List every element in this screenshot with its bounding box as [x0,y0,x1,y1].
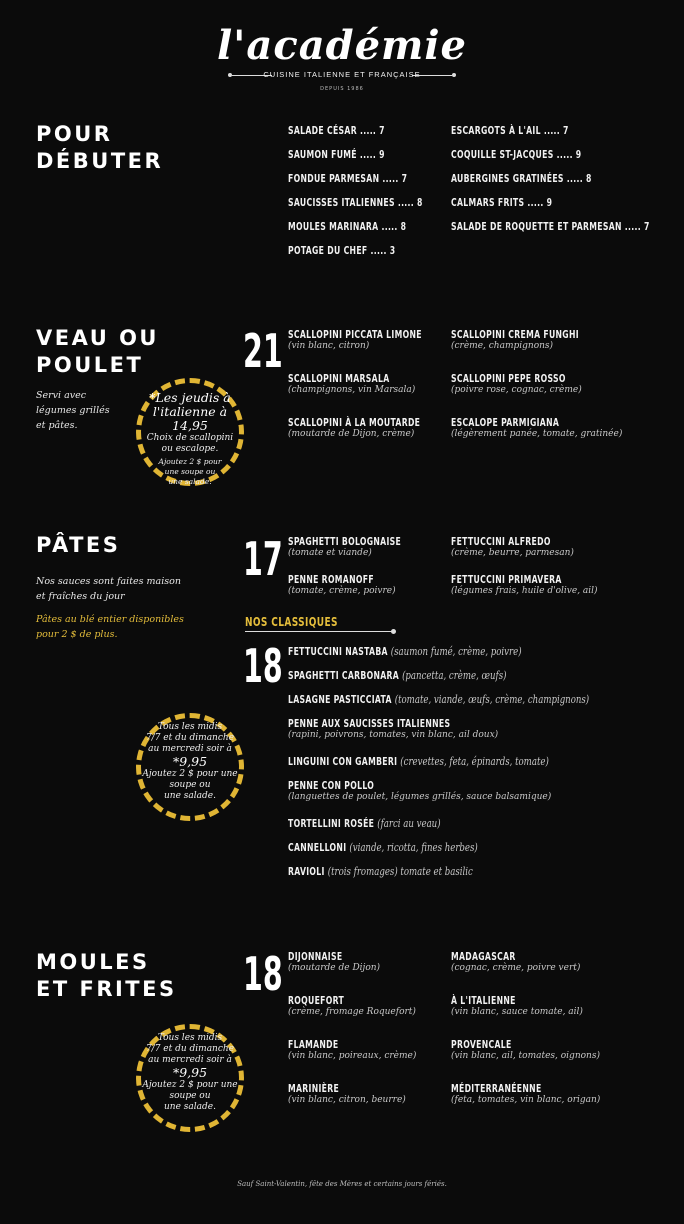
section-title-debuter: POUR DÉBUTER [36,122,164,173]
veau-col-2 [451,328,671,460]
moules-col-1 [288,950,448,1126]
pates-side-note: Nos sauces sont faites maison et fraîches du jour [36,576,181,602]
menu-entry: PENNE ROMANOFF (tomate, crème, poivre) [288,573,396,596]
price-pates-17: 17 [243,532,283,586]
menu-entry: FETTUCCINI PRIMAVERA (légumes frais, huile d'olive, ail) [451,573,598,596]
since-label: DEPUIS 1986 [320,86,364,92]
veau-side-note: Servi avec légumes grillés et pâtes. [36,390,110,431]
price-pates-18: 18 [243,639,283,693]
menu-item: AUBERGINES GRATINÉES ..... 8 [451,172,592,185]
menu-entry: MARINIÈRE (vin blanc, citron, beurre) [288,1082,406,1105]
menu-entry: SCALLOPINI À LA MOUTARDE (moutarde de Dijon, crème) [288,416,421,439]
menu-entry: PENNE AUX SAUCISSES ITALIENNES (rapini, poivrons, tomates, vin blanc, ail doux) [288,717,499,740]
section-title-pates: PÂTES [36,533,121,557]
veau-col-1 [288,328,448,460]
midis-promo-badge-pates: Tous les midis 7/7 et du dimanche au mercredi soir à *9,95 Ajoutez 2 $ pour une soupe ou une salade. [136,713,244,821]
menu-entry: MADAGASCAR (cognac, crème, poivre vert) [451,950,581,973]
menu-entry: SPAGHETTI CARBONARA (pancetta, crème, œufs) [288,669,507,682]
pates-wholewheat-note: Pâtes au blé entier disponibles pour 2 $ de plus. [36,614,184,640]
menu-entry: SPAGHETTI BOLOGNAISE (tomate et viande) [288,535,402,558]
menu-item: SALADE CÉSAR ..... 7 [288,124,385,137]
menu-entry: SCALLOPINI CREMA FUNGHI (crème, champignons) [451,328,579,351]
menu-entry: RAVIOLI (trois fromages) tomate et basilic [288,865,473,878]
menu-entry: À L'ITALIENNE (vin blanc, sauce tomate, ail) [451,994,583,1017]
debuter-col-1 [288,124,461,268]
debuter-col-2 [451,124,684,244]
menu-entry: SCALLOPINI PEPE ROSSO (poivre rose, cognac, crème) [451,372,582,395]
classiques-divider [245,631,393,632]
menu-entry: LASAGNE PASTICCIATA (tomate, viande, œufs, crème, champignons) [288,693,590,706]
menu-entry: LINGUINI CON GAMBERI (crevettes, feta, épinards, tomate) [288,755,549,768]
classiques-divider-dot [391,629,396,634]
menu-entry: SCALLOPINI MARSALA (champignons, vin Marsala) [288,372,416,395]
section-title-veau: VEAU OU POULET [36,326,159,377]
section-title-moules: MOULES ET FRITES [36,950,177,1001]
menu-entry: CANNELLONI (viande, ricotta, fines herbes) [288,841,478,854]
menu-item: SALADE DE ROQUETTE ET PARMESAN ..... 7 [451,220,650,233]
footer-note: Sauf Saint-Valentin, fête des Mères et certains jours fériés. [237,1180,447,1188]
menu-item: SAUCISSES ITALIENNES ..... 8 [288,196,423,209]
pates-classiques-list [288,645,674,889]
jeudis-promo-badge: *Les jeudis à l'italienne à 14,95 Choix de scallopini ou escalope. Ajoutez 2 $ pour une soupe ou une salade. [136,378,244,486]
menu-item: ESCARGOTS À L'AIL ..... 7 [451,124,569,137]
pates-17-col-2 [451,535,671,611]
price-moules: 18 [243,947,283,1001]
menu-entry: ROQUEFORT (crème, fromage Roquefort) [288,994,416,1017]
menu-entry: DIJONNAISE (moutarde de Dijon) [288,950,381,973]
menu-entry: SCALLOPINI PICCATA LIMONE (vin blanc, citron) [288,328,422,351]
pates-17-col-1 [288,535,448,611]
menu-entry: FETTUCCINI NASTABA (saumon fumé, crème, poivre) [288,645,522,658]
menu-entry: MÉDITERRANÉENNE (feta, tomates, vin blanc, origan) [451,1082,601,1105]
menu-item: FONDUE PARMESAN ..... 7 [288,172,408,185]
nos-classiques-label: NOS CLASSIQUES [245,615,338,629]
price-veau: 21 [243,324,283,378]
midis-promo-badge-moules: Tous les midis 7/7 et du dimanche au mercredi soir à *9,95 Ajoutez 2 $ pour une soupe ou une salade. [136,1024,244,1132]
menu-item: MOULES MARINARA ..... 8 [288,220,407,233]
menu-item: SAUMON FUMÉ ..... 9 [288,148,385,161]
tagline: CUISINE ITALIENNE ET FRANÇAISE [263,70,421,79]
menu-entry: FETTUCCINI ALFREDO (crème, beurre, parmesan) [451,535,574,558]
moules-col-2 [451,950,671,1126]
restaurant-logo: l'académie [216,22,468,69]
menu-entry: PROVENCALE (vin blanc, ail, tomates, oignons) [451,1038,600,1061]
menu-item: POTAGE DU CHEF ..... 3 [288,244,396,257]
menu-item: CALMARS FRITS ..... 9 [451,196,553,209]
menu-entry: ESCALOPE PARMIGIANA (légèrement panée, tomate, gratinée) [451,416,623,439]
menu-entry: FLAMANDE (vin blanc, poireaux, crème) [288,1038,417,1061]
menu-entry: PENNE CON POLLO (languettes de poulet, légumes grillés, sauce balsamique) [288,779,552,802]
menu-item: COQUILLE ST-JACQUES ..... 9 [451,148,582,161]
menu-entry: TORTELLINI ROSÉE (farci au veau) [288,817,441,830]
